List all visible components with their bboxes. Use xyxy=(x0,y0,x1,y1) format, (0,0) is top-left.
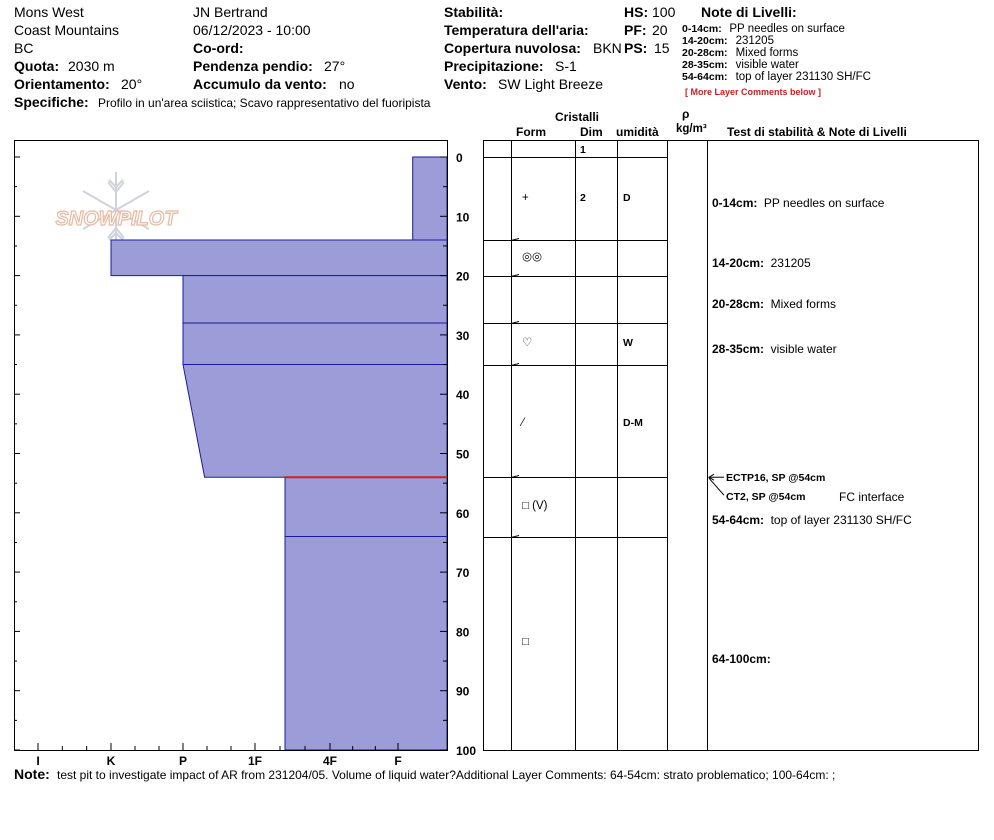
layer-note-text: top of layer 231130 SH/FC xyxy=(770,512,912,527)
moisture-header: umidità xyxy=(616,125,659,139)
precip-value: S-1 xyxy=(555,58,577,74)
hardness-tick-label: F xyxy=(394,754,402,768)
note-label: Note: xyxy=(14,766,50,782)
depth-tick-label: 70 xyxy=(456,566,470,581)
wind-label: Vento: xyxy=(444,76,487,92)
hardness-layer xyxy=(183,276,447,323)
depth-tick-label: 100 xyxy=(456,744,477,758)
depth-tick-label: 30 xyxy=(456,328,470,343)
snowpilot-logo xyxy=(55,172,178,248)
depth-tick-label: 90 xyxy=(456,684,470,699)
layer-note-text: visible water xyxy=(735,59,799,71)
slope-value: 27° xyxy=(324,58,346,74)
depth-tick-label: 80 xyxy=(456,625,470,640)
hs-label: HS: xyxy=(624,4,649,20)
ps-value: 15 xyxy=(654,40,670,56)
crystal-moisture: W xyxy=(623,336,633,349)
aspect-value: 20° xyxy=(121,76,143,92)
pf-value: 20 xyxy=(652,22,668,38)
crystal-form: ◎◎ xyxy=(522,250,543,263)
ps-label: PS: xyxy=(624,40,648,56)
sky-label: Copertura nuvolosa: xyxy=(444,40,581,56)
layer-note-range: 20-28cm: xyxy=(682,47,728,59)
coord-label: Co-ord: xyxy=(193,40,244,56)
layer-note-range: 14-20cm: xyxy=(712,255,765,270)
air-temp-label: Temperatura dell'aria: xyxy=(444,22,589,38)
sky-value: BKN xyxy=(593,40,622,56)
specifics-label: Specifiche: xyxy=(14,94,89,110)
crystal-form: □ (V) xyxy=(522,499,548,512)
layer-note-range: 0-14cm: xyxy=(682,23,722,35)
crystal-form: □ xyxy=(522,636,529,649)
aspect-label: Orientamento: xyxy=(14,76,110,92)
depth-tick-label: 40 xyxy=(456,388,470,403)
datetime: 06/12/2023 - 10:00 xyxy=(193,22,311,38)
crystals-header: Cristalli xyxy=(555,110,600,124)
layer-note-text: 231205 xyxy=(770,255,811,270)
hardness-profile xyxy=(111,157,447,750)
elevation-value: 2030 m xyxy=(68,58,115,74)
logo-text: SNOWPILOT xyxy=(55,208,177,230)
stability-test-note: FC interface xyxy=(839,490,905,504)
hardness-layer xyxy=(285,477,447,536)
hardness-layer xyxy=(183,323,447,365)
wind-loading-label: Accumulo da vento: xyxy=(193,76,327,92)
size-header: Dim xyxy=(580,125,603,139)
hs-value: 100 xyxy=(652,4,676,20)
crystal-size: 2 xyxy=(580,191,586,204)
depth-tick-label: 0 xyxy=(456,151,463,165)
hardness-layer xyxy=(413,157,447,240)
test-arrows xyxy=(709,474,724,495)
layer-note-text: top of layer 231130 SH/FC xyxy=(735,71,871,83)
specifics-value: Profilo in un'area sciistica; Scavo rappresentativo del fuoripista xyxy=(98,96,431,110)
note-text: test pit to investigate impact of AR from 231204/05. Volume of liquid water?Additional Layer Comments: 64-54cm: strato problematico; 100-64cm: ; xyxy=(57,768,836,782)
hardness-tick-label: 4F xyxy=(322,754,338,768)
layer-note-text: PP needles on surface xyxy=(729,23,845,35)
density-symbol: ρ xyxy=(682,107,690,121)
tests-header: Test di stabilità & Note di Livelli xyxy=(727,125,907,139)
layer-note-range: 20-28cm: xyxy=(712,297,765,312)
location: Mons West xyxy=(14,4,84,20)
layer-note-range: 0-14cm: xyxy=(712,196,758,211)
layer-note-range: 54-64cm: xyxy=(682,71,728,83)
crystal-form: ♡ xyxy=(522,336,533,349)
layer-note-text: Mixed forms xyxy=(770,297,836,312)
observer: JN Bertrand xyxy=(193,4,268,20)
layer-note-text: Mixed forms xyxy=(735,47,799,59)
layer-note-text: PP needles on surface xyxy=(763,196,885,211)
hardness-layer xyxy=(285,537,447,750)
more-comments-link[interactable]: [ More Layer Comments below ] xyxy=(685,87,822,97)
density-unit: kg/m³ xyxy=(676,123,707,135)
size-top-label: 1 xyxy=(580,144,586,156)
stability-label: Stabilità: xyxy=(444,4,504,20)
layer-note-range: 64-100cm: xyxy=(712,652,771,667)
precip-label: Precipitazione: xyxy=(444,58,544,74)
form-header: Form xyxy=(516,125,546,139)
depth-tick-label: 50 xyxy=(456,447,470,462)
layer-note-text: 231205 xyxy=(735,35,774,47)
crystal-moisture: D-M xyxy=(623,416,643,429)
layer-note-range: 14-20cm: xyxy=(682,35,728,47)
hardness-layer xyxy=(183,365,447,478)
hardness-tick-label: K xyxy=(106,754,116,768)
hardness-tick-label: P xyxy=(178,754,188,768)
layer-notes-title: Note di Livelli: xyxy=(701,4,797,20)
hardness-tick-label: 1F xyxy=(247,754,263,768)
hardness-layer xyxy=(111,240,447,276)
mountain-range: Coast Mountains xyxy=(14,22,120,38)
layer-note-range: 28-35cm: xyxy=(712,341,765,356)
slope-label: Pendenza pendio: xyxy=(193,58,313,74)
crystal-form: + xyxy=(522,191,529,204)
layer-note-range: 54-64cm: xyxy=(712,512,765,527)
stability-test-label: CT2, SP @54cm xyxy=(726,491,806,503)
test-arrow-2 xyxy=(709,478,724,495)
layer-note-text: visible water xyxy=(770,341,837,356)
crystal-form: ⁄ xyxy=(522,416,524,429)
hardness-tick-label: I xyxy=(36,754,40,768)
wind-loading-value: no xyxy=(339,76,355,92)
state: BC xyxy=(14,40,34,56)
stability-test-label: ECTP16, SP @54cm xyxy=(726,472,826,484)
layer-note-range: 28-35cm: xyxy=(682,59,728,71)
wind-value: SW Light Breeze xyxy=(498,76,604,92)
crystal-moisture: D xyxy=(623,191,631,204)
pf-label: PF: xyxy=(624,22,647,38)
depth-tick-label: 10 xyxy=(456,210,470,225)
depth-tick-label: 20 xyxy=(456,269,470,284)
depth-tick-label: 60 xyxy=(456,506,470,521)
elevation-label: Quota: xyxy=(14,58,60,74)
